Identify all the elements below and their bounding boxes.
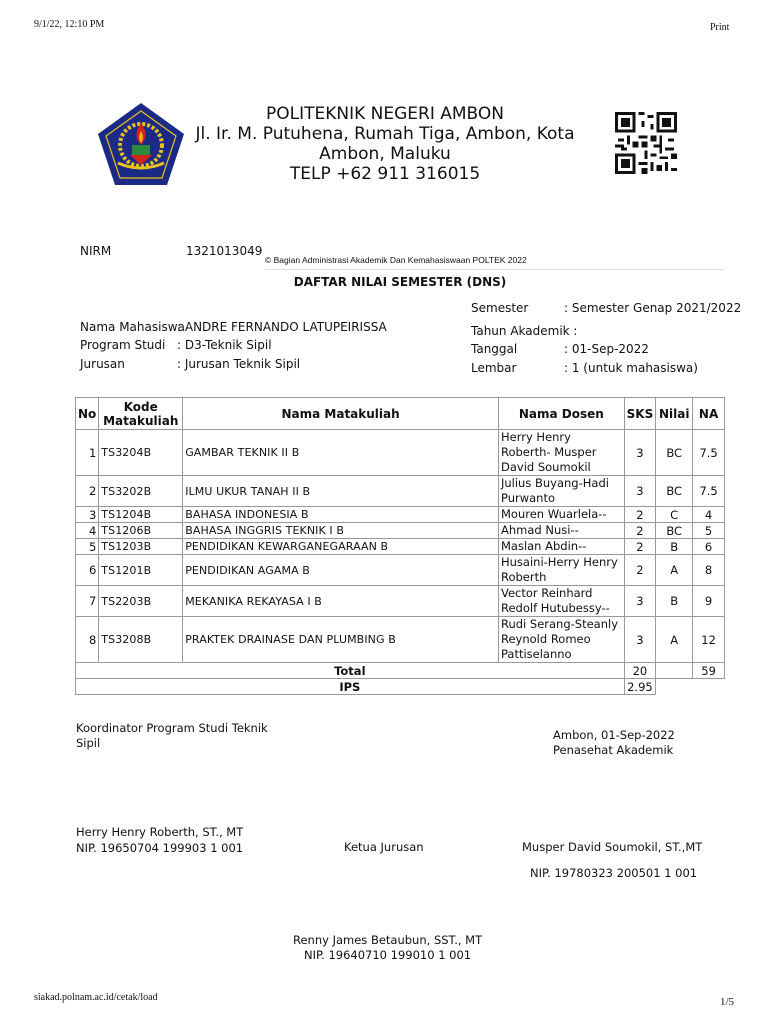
print-datetime: 9/1/22, 12:10 PM (34, 19, 105, 30)
cell-nilai: A (656, 555, 693, 586)
date-label: Tanggal (471, 342, 518, 356)
coordinator-title-l1: Koordinator Program Studi Teknik (76, 721, 268, 735)
sheet-value: : 1 (untuk mahasiswa) (564, 361, 698, 375)
institution-address-line1: Jl. Ir. M. Putuhena, Rumah Tiga, Ambon, Kota (195, 124, 575, 144)
advisor-title: Penasehat Akademik (553, 743, 674, 757)
cell-sks: 3 (624, 586, 656, 617)
dosen-line: Mouren Wuarlela-- (500, 507, 607, 521)
coordinator-title-l2: Sipil (76, 736, 101, 750)
head-of-dept-nip: NIP. 19640710 199010 1 001 (304, 948, 472, 962)
coordinator-name: Herry Henry Roberth, ST., MT (76, 825, 244, 839)
dosen-line: Julius Buyang-Hadi (500, 476, 609, 490)
cell-nama: GAMBAR TEKNIK II B (183, 430, 499, 476)
dosen-line: Redolf Hutubessy-- (500, 601, 610, 615)
cell-nilai: B (656, 586, 693, 617)
dosen-line: David Soumokil (500, 460, 591, 474)
cell-dosen (498, 476, 624, 507)
table-row (76, 430, 725, 476)
cell-nilai: BC (656, 523, 693, 539)
col-header-kode-l1: Kode (123, 399, 158, 414)
table-row (76, 539, 725, 555)
print-page-number: 1/5 (720, 996, 735, 1008)
qr-code (615, 112, 677, 174)
cell-na: 12 (693, 617, 725, 663)
col-header-na: NA (693, 398, 725, 430)
advisor-name: Musper David Soumokil, ST.,MT (522, 840, 703, 854)
cell-na: 7.5 (693, 476, 725, 507)
place-date: Ambon, 01-Sep-2022 (553, 728, 675, 742)
cell-dosen (498, 539, 624, 555)
cell-no: 7 (76, 586, 99, 617)
col-header-kode-l2: Matakuliah (103, 413, 179, 428)
table-row (76, 507, 725, 523)
department-label: Jurusan (80, 357, 125, 371)
col-header-kode (99, 398, 183, 430)
total-sks: 20 (624, 663, 656, 679)
semester-value: : Semester Genap 2021/2022 (564, 301, 742, 315)
dosen-line: Reynold Romeo (500, 632, 591, 646)
cell-kode: TS3202B (99, 476, 183, 507)
dosen-line: Herry Henry (500, 430, 571, 444)
total-row (76, 663, 725, 679)
sheet-label: Lembar (471, 361, 517, 375)
col-header-no: No (76, 398, 99, 430)
cell-nama: MEKANIKA REKAYASA I B (183, 586, 499, 617)
print-label: Print (710, 22, 730, 33)
col-header-nilai: Nilai (656, 398, 693, 430)
cell-na: 8 (693, 555, 725, 586)
cell-no: 6 (76, 555, 99, 586)
cell-no: 5 (76, 539, 99, 555)
ips-empty (656, 679, 693, 695)
cell-na: 6 (693, 539, 725, 555)
coordinator-title (76, 721, 268, 751)
cell-nama: PENDIDIKAN AGAMA B (183, 555, 499, 586)
date-value: : 01-Sep-2022 (564, 342, 649, 356)
cell-nama: PENDIDIKAN KEWARGANEGARAAN B (183, 539, 499, 555)
col-header-dosen: Nama Dosen (498, 398, 624, 430)
cell-sks: 3 (624, 430, 656, 476)
total-label: Total (76, 663, 625, 679)
cell-nama: BAHASA INDONESIA B (183, 507, 499, 523)
cell-kode: TS3208B (99, 617, 183, 663)
cell-sks: 2 (624, 523, 656, 539)
institution-phone: TELP +62 911 316015 (289, 164, 481, 184)
dosen-line: Pattiselanno (500, 647, 572, 661)
cell-no: 3 (76, 507, 99, 523)
cell-dosen (498, 555, 624, 586)
cell-kode: TS1206B (99, 523, 183, 539)
ips-value: 2.95 (624, 679, 656, 695)
ips-empty (693, 679, 725, 695)
table-row (76, 586, 725, 617)
dosen-line: Rudi Serang-Steanly (500, 617, 619, 631)
print-url: siakad.polnam.ac.id/cetak/load (34, 992, 158, 1003)
dosen-line: Vector Reinhard (500, 586, 593, 600)
table-row (76, 476, 725, 507)
cell-sks: 3 (624, 617, 656, 663)
cell-nama: ILMU UKUR TANAH II B (183, 476, 499, 507)
total-nilai-empty (656, 663, 693, 679)
dosen-line: Roberth- Musper (500, 445, 597, 459)
cell-sks: 2 (624, 555, 656, 586)
dosen-line: Maslan Abdin-- (500, 539, 587, 553)
student-name-value: : ANDRE FERNANDO LATUPEIRISSA (177, 320, 387, 334)
coordinator-nip: NIP. 19650704 199903 1 001 (76, 841, 244, 855)
copyright-note: © Bagian Administrasi Akademik Dan Kemahasiswaan POLTEK 2022 (265, 255, 527, 265)
cell-nilai: BC (656, 430, 693, 476)
ips-row (76, 679, 725, 695)
cell-no: 1 (76, 430, 99, 476)
table-header-row (76, 398, 725, 430)
head-of-dept-title: Ketua Jurusan (344, 840, 424, 854)
ips-label: IPS (76, 679, 625, 695)
cell-no: 4 (76, 523, 99, 539)
cell-kode: TS1203B (99, 539, 183, 555)
head-of-dept-name: Renny James Betaubun, SST., MT (293, 933, 483, 947)
table-row (76, 617, 725, 663)
cell-dosen (498, 586, 624, 617)
total-na: 59 (693, 663, 725, 679)
dosen-line: Ahmad Nusi-- (500, 523, 579, 537)
cell-dosen (498, 617, 624, 663)
program-value: : D3-Teknik Sipil (177, 338, 272, 352)
program-label: Program Studi (80, 338, 166, 352)
nirm-value: 1321013049 (186, 244, 263, 258)
institution-header (150, 104, 620, 184)
cell-nama: PRAKTEK DRAINASE DAN PLUMBING B (183, 617, 499, 663)
cell-kode: TS2203B (99, 586, 183, 617)
cell-sks: 3 (624, 476, 656, 507)
semester-label: Semester (471, 301, 529, 315)
academic-year-label: Tahun Akademik : (471, 324, 578, 338)
institution-name: POLITEKNIK NEGERI AMBON (265, 104, 505, 124)
cell-sks: 2 (624, 507, 656, 523)
cell-sks: 2 (624, 539, 656, 555)
dosen-line: Husaini-Herry Henry (500, 555, 618, 569)
institution-address-line2: Ambon, Maluku (319, 144, 451, 164)
dosen-line: Purwanto (500, 491, 556, 505)
table-row (76, 523, 725, 539)
cell-na: 5 (693, 523, 725, 539)
cell-dosen (498, 430, 624, 476)
cell-dosen (498, 507, 624, 523)
cell-no: 2 (76, 476, 99, 507)
cell-nama: BAHASA INGGRIS TEKNIK I B (183, 523, 499, 539)
cell-kode: TS1201B (99, 555, 183, 586)
cell-kode: TS1204B (99, 507, 183, 523)
cell-nilai: BC (656, 476, 693, 507)
dosen-line: Roberth (500, 570, 547, 584)
cell-dosen (498, 523, 624, 539)
cell-na: 9 (693, 586, 725, 617)
col-header-nama: Nama Matakuliah (183, 398, 499, 430)
nirm-label: NIRM (80, 244, 112, 258)
cell-nilai: B (656, 539, 693, 555)
header-divider (265, 269, 725, 270)
advisor-nip: NIP. 19780323 200501 1 001 (530, 866, 698, 880)
col-header-sks: SKS (624, 398, 656, 430)
cell-nilai: C (656, 507, 693, 523)
cell-kode: TS3204B (99, 430, 183, 476)
document-title: DAFTAR NILAI SEMESTER (DNS) (293, 275, 507, 289)
table-row (76, 555, 725, 586)
cell-na: 4 (693, 507, 725, 523)
cell-na: 7.5 (693, 430, 725, 476)
cell-nilai: A (656, 617, 693, 663)
student-name-label: Nama Mahasiswa (80, 320, 185, 334)
cell-no: 8 (76, 617, 99, 663)
department-value: : Jurusan Teknik Sipil (177, 357, 301, 371)
grades-table (75, 397, 725, 695)
